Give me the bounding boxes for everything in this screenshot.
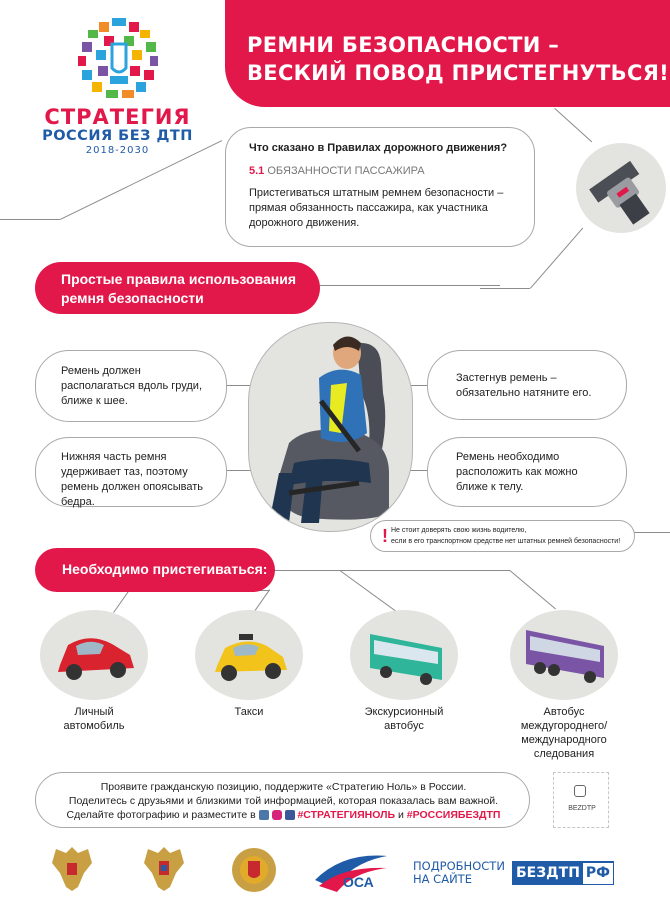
instagram-handle: BEZDTP	[568, 805, 596, 812]
vehicle-label-line: следования	[533, 748, 595, 760]
connector-line	[530, 228, 583, 289]
vehicle-label-intercity-bus	[500, 705, 628, 761]
tip-bubble-chest	[35, 350, 227, 422]
rules-question: Что сказано в Правилах дорожного движения?	[249, 142, 508, 154]
header-title-line2: ВЕСКИЙ ПОВОД ПРИСТЕГНУТЬСЯ!	[247, 61, 670, 85]
vehicle-circle-intercity-bus	[510, 610, 618, 700]
hashtag-russia-bez-dtp[interactable]: #РОССИЯБЕЗДТП	[406, 809, 501, 821]
footer-line1: Проявите гражданскую позицию, поддержите «Стратегию Ноль» в России.	[100, 781, 467, 793]
strategy-logo	[30, 12, 205, 156]
header-banner	[225, 0, 670, 107]
buckle-title: Необходимо пристегиваться:	[62, 561, 268, 577]
logo-subtitle: РОССИЯ БЕЗ ДТП	[42, 128, 193, 144]
tip-bubble-close-to-body	[427, 437, 627, 507]
warning-bubble	[370, 520, 635, 552]
vehicle-label-tour-bus	[350, 705, 458, 733]
hashtag-strategy-zero[interactable]: #СТРАТЕГИЯНОЛЬ	[297, 809, 396, 821]
footer-box	[35, 772, 530, 828]
ministry-emblem-logo	[140, 843, 188, 893]
rosavtodor-text: ОСА	[343, 874, 374, 890]
instagram-icon	[574, 785, 586, 797]
header-title-line1: РЕМНИ БЕЗОПАСНОСТИ –	[247, 33, 560, 57]
passenger-seat-illustration-icon	[249, 323, 413, 532]
vehicle-label-line: Автобус	[543, 706, 585, 718]
tip-bubble-tighten	[427, 350, 627, 420]
site-link[interactable]	[512, 861, 614, 885]
taxi-icon	[195, 610, 303, 700]
vehicle-label-line: Личный	[74, 706, 114, 718]
rules-body: Пристегиваться штатным ремнем безопасности – прямая обязанность пассажира, как участника дорожного движения.	[249, 187, 504, 229]
details-caption	[413, 860, 503, 886]
seat-belt-buckle-icon	[576, 143, 666, 233]
site-tld: РФ	[583, 863, 613, 884]
connector-line	[113, 589, 130, 613]
double-headed-eagle-icon	[48, 843, 96, 893]
vk-icon[interactable]	[259, 810, 269, 820]
warning-mark: !	[382, 526, 388, 546]
rules-section-title: ОБЯЗАННОСТИ ПАССАЖИРА	[267, 165, 425, 177]
details-line2: НА САЙТЕ	[413, 872, 472, 886]
logo-title: СТРАТЕГИЯ	[44, 105, 191, 129]
tip-text: Ремень необходимо расположить как можно ближе к телу.	[456, 451, 578, 493]
warning-line1: Не стоит доверять свою жизнь водителю,	[391, 527, 527, 534]
connector-line	[554, 108, 592, 142]
tour-bus-icon	[350, 610, 458, 700]
vehicle-label-line: Такси	[234, 706, 264, 718]
logo-mosaic-icon	[74, 14, 164, 104]
logo-years: 2018-2030	[85, 145, 150, 156]
footer-line2: Поделитесь с друзьями и близкими той информацией, которая показалась вам важной.	[68, 795, 499, 807]
tip-bubble-pelvis	[35, 437, 227, 507]
connector-line	[480, 288, 530, 289]
vehicle-label-line: автобус	[384, 720, 424, 732]
vehicle-label-car	[40, 705, 148, 733]
rosavtodor-logo	[313, 848, 389, 892]
buckle-banner	[35, 548, 275, 592]
warning-line2: если в его транспортном средстве нет штатных ремней безопасности!	[391, 538, 621, 545]
footer-and: и	[397, 809, 404, 821]
instagram-badge[interactable]	[553, 772, 609, 828]
russia-emblem-logo	[48, 843, 96, 893]
vehicle-label-taxi	[195, 705, 303, 719]
connector-line	[509, 570, 556, 609]
rules-section	[249, 165, 425, 177]
simple-rules-title-line2: ремня безопасности	[61, 290, 204, 306]
gibdd-emblem-logo	[228, 845, 280, 895]
rules-section-number: 5.1	[249, 165, 265, 177]
simple-rules-title-line1: Простые правила использования	[61, 271, 296, 287]
tip-text: Ремень должен располагаться вдоль груди, ближе к шее.	[61, 365, 203, 407]
simple-rules-banner	[35, 262, 320, 314]
vehicle-circle-tour-bus	[350, 610, 458, 700]
footer-share-text: Сделайте фотографию и разместите в	[66, 809, 256, 821]
passenger-circle	[248, 322, 413, 532]
details-line1: ПОДРОБНОСТИ	[413, 859, 505, 873]
vehicle-label-line: международного	[521, 734, 607, 746]
connector-line	[270, 570, 510, 571]
vehicle-label-line: автомобиль	[63, 720, 125, 732]
tip-text: Застегнув ремень – обязательно натяните его.	[456, 372, 592, 399]
tip-text: Нижняя часть ремня удерживает таз, поэтому ремень должен опоясывать бедра.	[61, 451, 204, 508]
rules-box	[225, 127, 535, 247]
vehicle-circle-car	[40, 610, 148, 700]
site-main: БЕЗДТП	[516, 865, 580, 881]
vehicle-label-line: междугороднего/	[520, 720, 608, 732]
connector-line	[0, 219, 60, 220]
ministry-eagle-icon	[140, 843, 188, 893]
vehicle-circle-taxi	[195, 610, 303, 700]
intercity-bus-icon	[510, 610, 618, 700]
facebook-icon[interactable]	[285, 810, 295, 820]
red-car-icon	[40, 610, 148, 700]
connector-line	[320, 285, 500, 286]
buckle-circle	[576, 143, 666, 233]
vehicle-label-line: Экскурсионный	[364, 706, 444, 718]
gibdd-shield-icon	[228, 845, 280, 895]
instagram-icon[interactable]	[272, 810, 282, 820]
footer-line3	[36, 809, 531, 821]
